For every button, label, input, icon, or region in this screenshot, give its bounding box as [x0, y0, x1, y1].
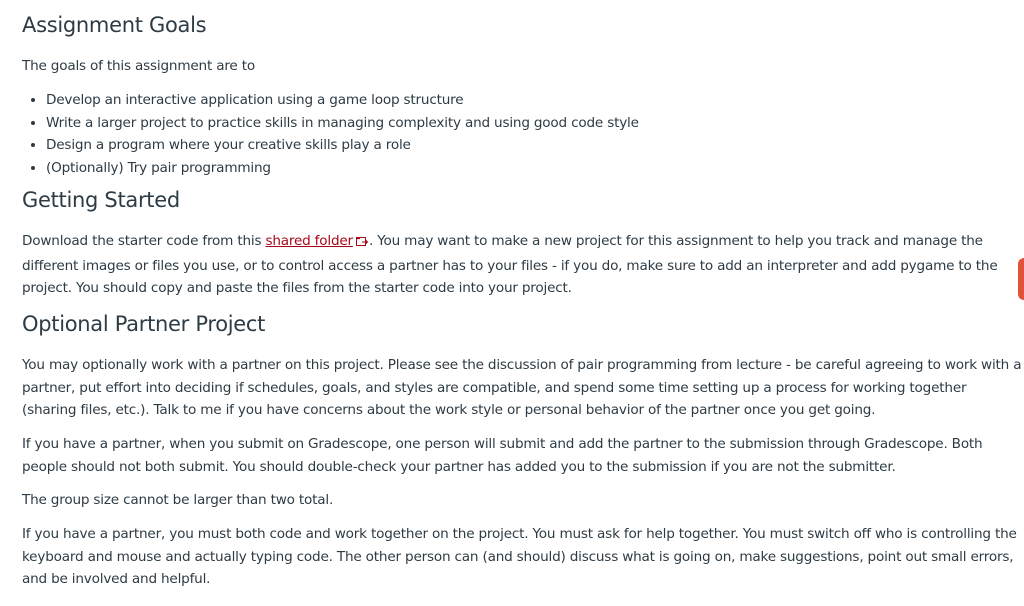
partner-paragraph-2: If you have a partner, when you submit on Gradescope, one person will submit and add the partner to the submission through Gradescope. Both people should not both submit. You should double-check your partner has added you to the submission if you are not the submitter. — [22, 436, 983, 475]
partner-paragraph-3: The group size cannot be larger than two total. — [22, 492, 334, 508]
goal-item-3: • Design a program where your creative skills play a role — [46, 134, 1024, 157]
heading-optional-partner-project: Optional Partner Project — [22, 312, 266, 336]
partner-paragraph-4: If you have a partner, you must both code and work together on the project. You must ask for help together. You must switch off who is controlling the keyboard and mouse and actually typing code. The other person can (and should) discuss what is going on, make suggestions, point out small errors, and be involved and helpful. — [22, 526, 1017, 587]
heading-assignment-goals: Assignment Goals — [22, 13, 207, 37]
external-link-icon[interactable] — [356, 232, 369, 255]
goal-item-1: • Develop an interactive application using a game loop structure — [46, 89, 1024, 112]
getting-started-paragraph — [22, 230, 1002, 300]
partner-paragraph-1: You may optionally work with a partner on this project. Please see the discussion of pair programming from lecture - be careful agreeing to work with a partner, put effort into deciding if schedules, goals, and styles are compatible, and spend some time setting up a process for working together (sharing files, etc.). Talk to me if you have concerns about the work style or personal behavior of the partner once you get going. — [22, 357, 1022, 418]
getting-started-text-after: . You may want to make a new project for this assignment to help you track and manage the different images or files you use, or to control access a partner has to your files - if you do, make sure to add an interpreter and add pygame to the project. You should copy and paste the files from the starter code into your project. — [22, 233, 998, 296]
goal-item-4: • (Optionally) Try pair programming — [46, 157, 1024, 180]
shared-folder-link[interactable]: shared folder — [265, 233, 353, 249]
heading-getting-started: Getting Started — [22, 188, 180, 212]
goal-item-2: • Write a larger project to practice skills in managing complexity and using good code style — [46, 112, 1024, 135]
side-feedback-tab[interactable] — [1018, 258, 1024, 300]
getting-started-text-before: Download the starter code from this — [22, 233, 266, 249]
goals-intro: The goals of this assignment are to — [22, 58, 255, 74]
goals-list — [22, 89, 1024, 179]
